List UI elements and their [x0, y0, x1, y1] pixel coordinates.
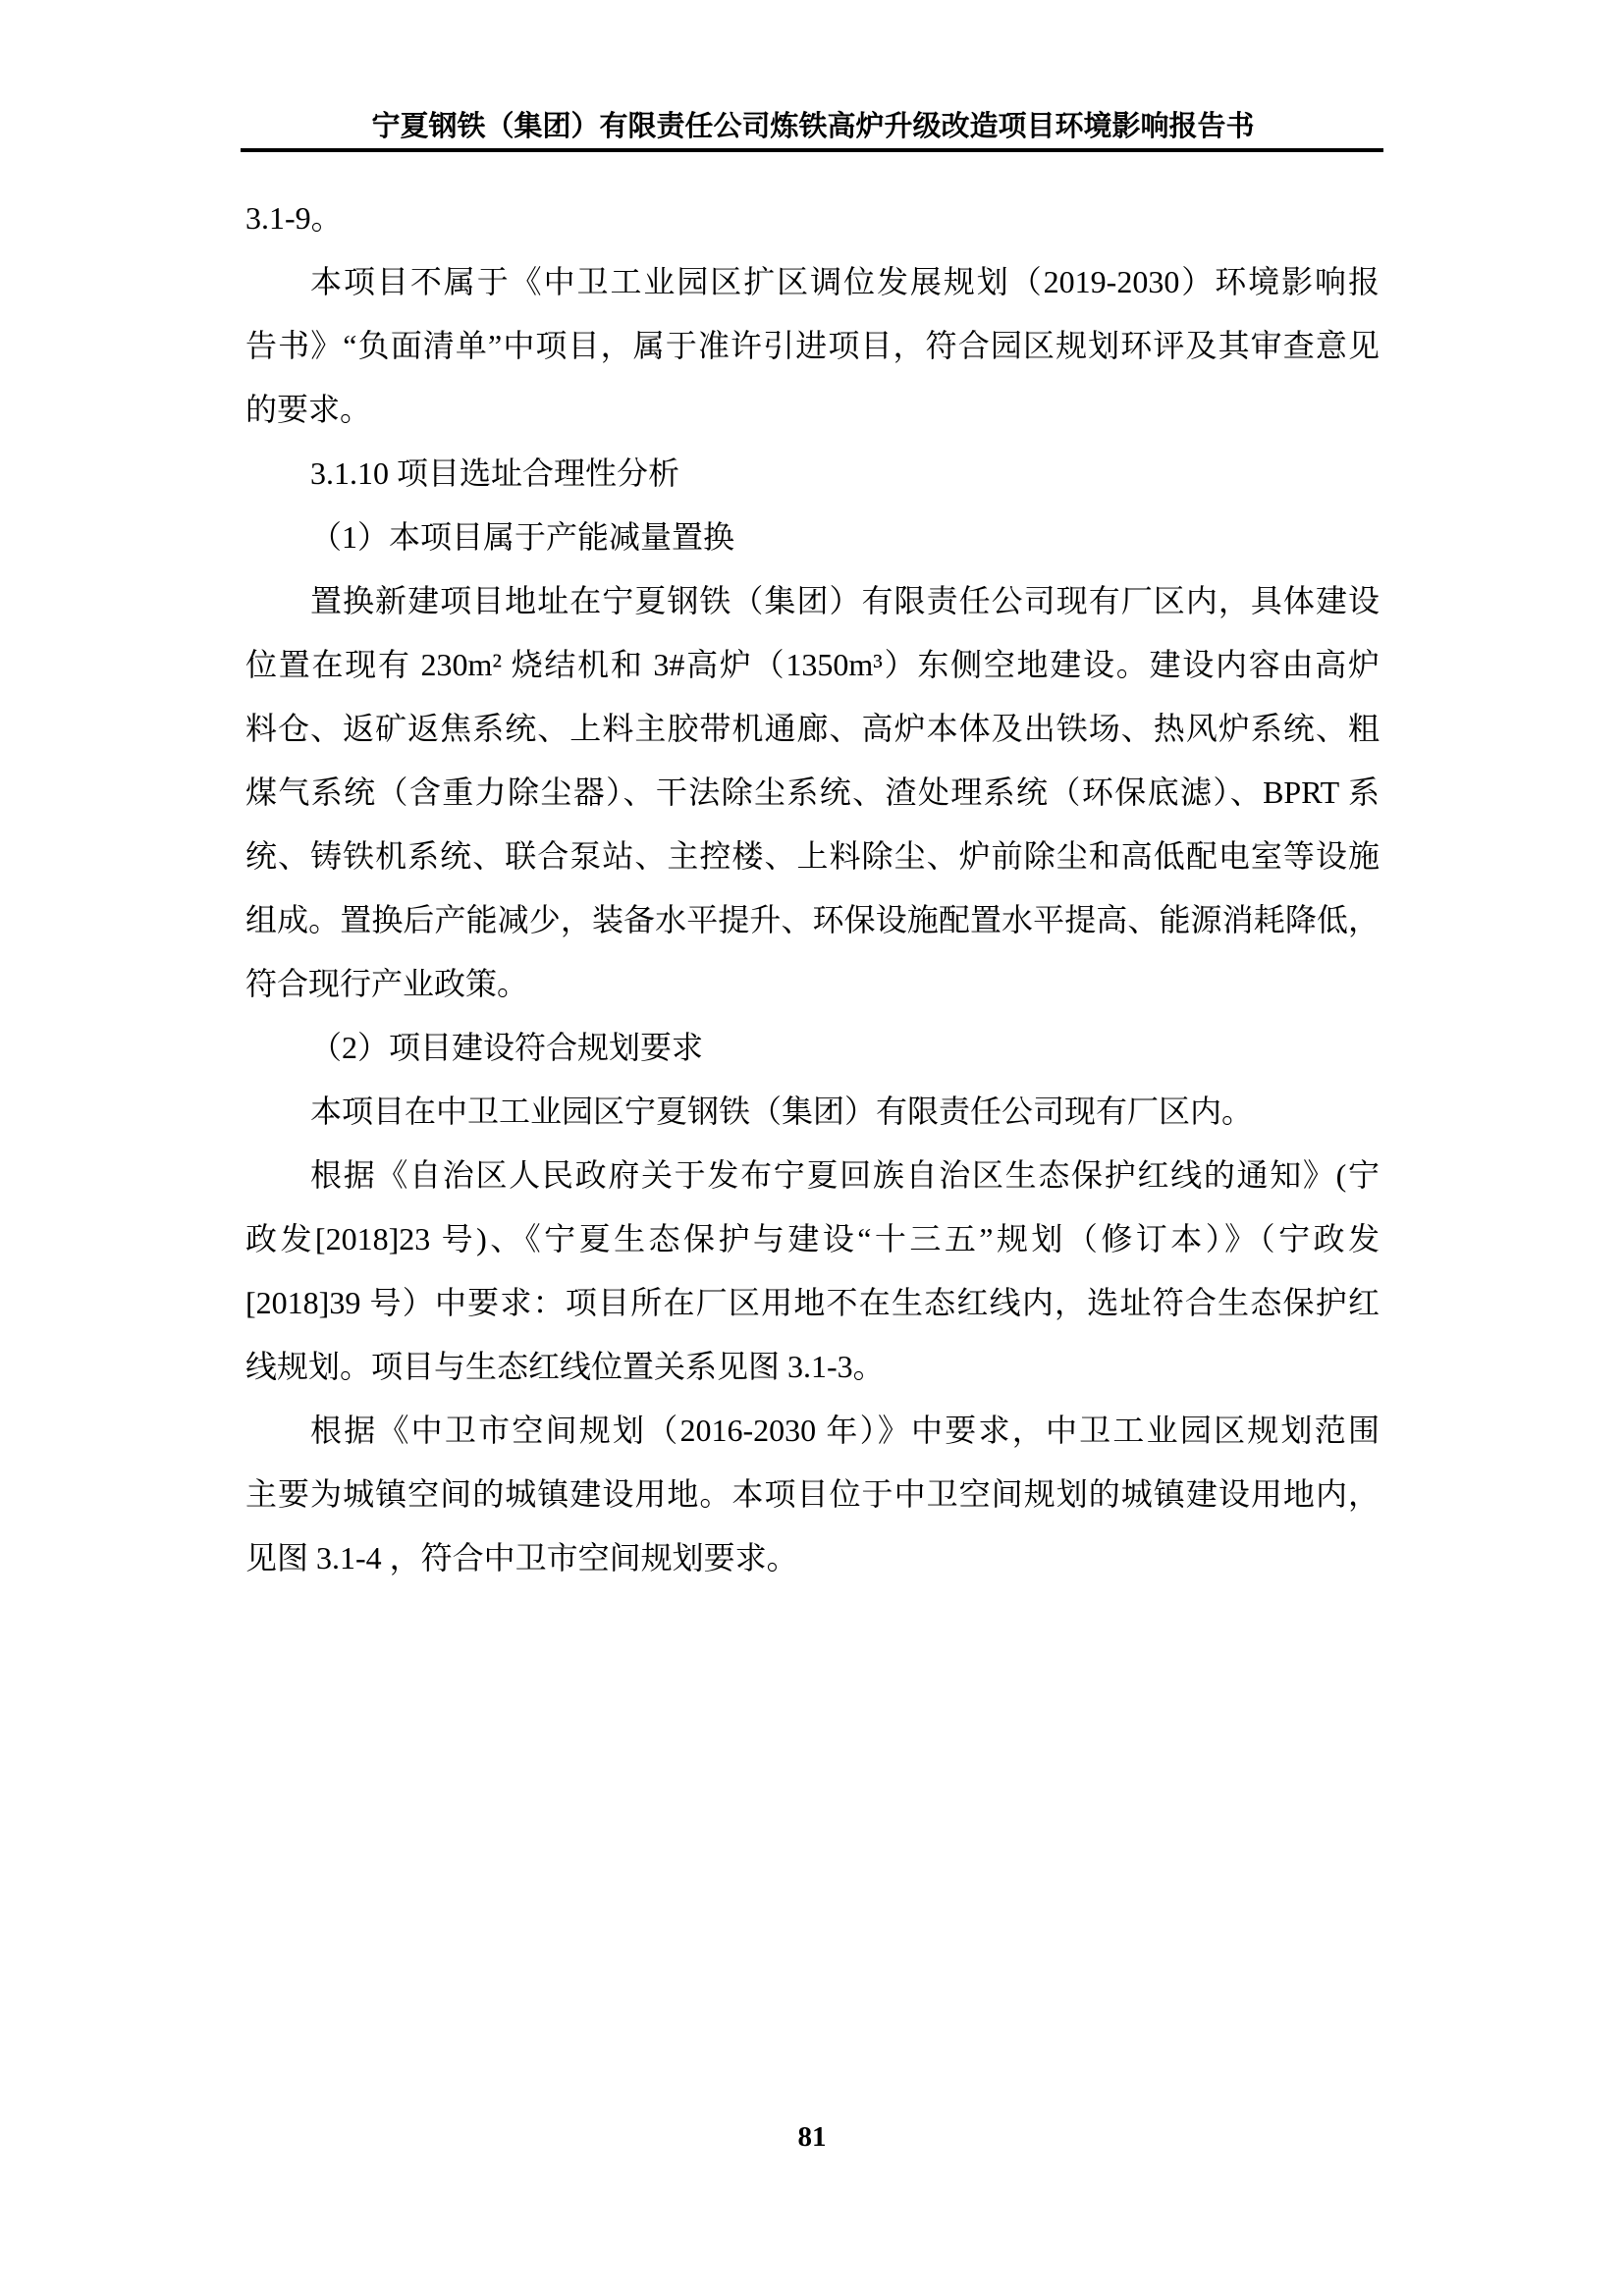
text-line: 见图 3.1-4 ，符合中卫市空间规划要求。 [245, 1540, 798, 1575]
header-title: 宁夏钢铁（集团）有限责任公司炼铁高炉升级改造项目环境影响报告书 [371, 111, 1255, 142]
text-line: 根据《中卫市空间规划（2016-2030 年）》中要求，中卫工业园区规划范围 [310, 1413, 1380, 1448]
page-number: 81 [797, 2121, 827, 2153]
header-rule [241, 148, 1383, 152]
text-line: 置换新建项目地址在宁夏钢铁（集团）有限责任公司现有厂区内，具体建设 [310, 583, 1380, 618]
text-line: 告书》“负面清单”中项目，属于准许引进项目，符合园区规划环评及其审查意见 [245, 328, 1380, 363]
text-line: 煤气系统（含重力除尘器）、干法除尘系统、渣处理系统（环保底滤）、BPRT 系 [245, 774, 1380, 810]
text-line: 料仓、返矿返焦系统、上料主胶带机通廊、高炉本体及出铁场、热风炉系统、粗 [245, 711, 1380, 746]
text-line: （2）项目建设符合规划要求 [310, 1030, 704, 1065]
text-line: 的要求。 [245, 392, 372, 427]
text-line: 主要为城镇空间的城镇建设用地。本项目位于中卫空间规划的城镇建设用地内， [245, 1476, 1380, 1512]
text-line: 位置在现有 230m² 烧结机和 3#高炉（1350m³）东侧空地建设。建设内容由高炉 [245, 647, 1380, 682]
text-line: 根据《自治区人民政府关于发布宁夏回族自治区生态保护红线的通知》(宁 [310, 1157, 1380, 1193]
text-line: 统、铸铁机系统、联合泵站、主控楼、上料除尘、炉前除尘和高低配电室等设施 [245, 838, 1380, 874]
text-line: 组成。置换后产能减少，装备水平提升、环保设施配置水平提高、能源消耗降低， [245, 902, 1380, 937]
text-line: 线规划。项目与生态红线位置关系见图 3.1-3。 [245, 1349, 885, 1384]
text-line: （1）本项目属于产能减量置换 [310, 519, 735, 555]
body-text [245, 187, 1380, 1590]
section-heading-line: 3.1.10 项目选址合理性分析 [310, 455, 680, 491]
text-line: 本项目在中卫工业园区宁夏钢铁（集团）有限责任公司现有厂区内。 [310, 1094, 1254, 1129]
text-line: [2018]39 号）中要求：项目所在厂区用地不在生态红线内，选址符合生态保护红 [245, 1285, 1380, 1320]
text-line: 政发[2018]23 号)、《宁夏生态保护与建设“十三五”规划（修订本）》（宁政发 [245, 1221, 1380, 1256]
text-line: 3.1-9。 [245, 200, 343, 236]
text-line: 符合现行产业政策。 [245, 966, 529, 1001]
text-line: 本项目不属于《中卫工业园区扩区调位发展规划（2019-2030）环境影响报 [310, 264, 1380, 299]
